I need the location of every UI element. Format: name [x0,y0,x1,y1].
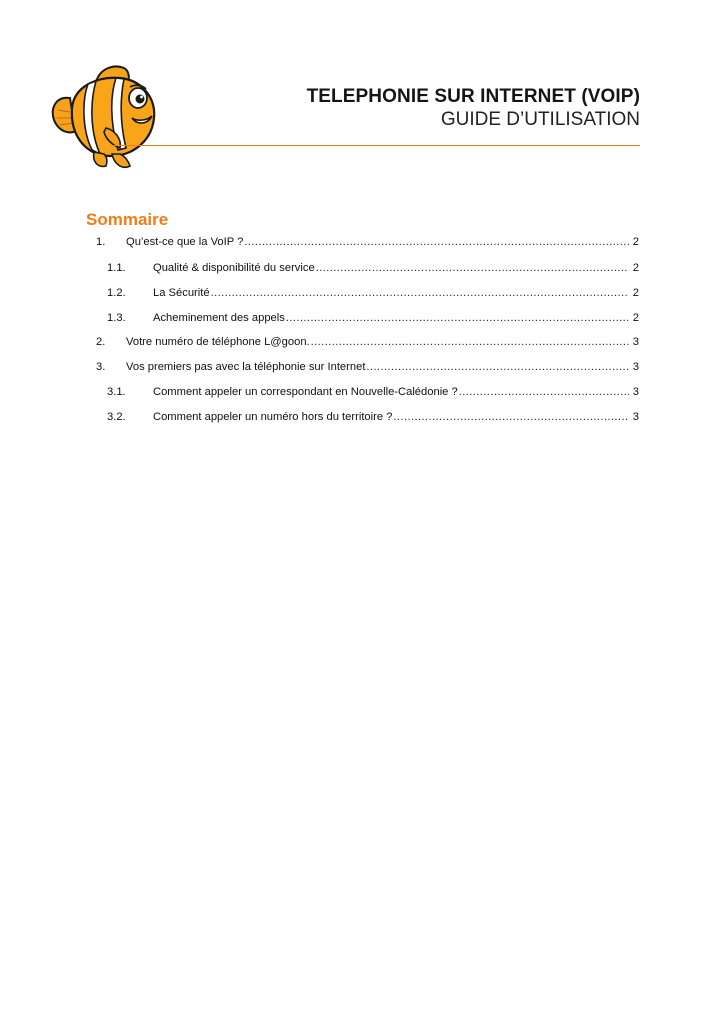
toc-entry-number: 3.2. [107,411,126,423]
toc-dot-leader [211,287,629,299]
toc-dot-leader [459,386,629,398]
toc-entry-title: Comment appeler un correspondant en Nouvelle-Calédonie ? [153,386,458,398]
toc-entry-page: 3 [632,336,639,348]
toc-dot-leader [244,236,628,248]
toc-entry-number: 2. [96,336,106,348]
toc-dot-leader [366,361,628,373]
toc-entry-number: 3. [96,361,106,373]
toc-entry-title: Comment appeler un numéro hors du territoire ? [153,411,393,423]
toc-entry-page: 3 [632,386,639,398]
toc-entry-page: 2 [632,262,639,274]
toc-entry-number: 1.2. [107,287,126,299]
toc-entry-number: 1. [96,236,106,248]
toc-entry-title: Qualité & disponibilité du service [153,262,315,274]
toc-entry[interactable] [86,361,639,377]
toc-entry-title: Vos premiers pas avec la téléphonie sur Internet [126,361,366,373]
toc-entry-page: 2 [632,287,639,299]
document-title: TELEPHONIE SUR INTERNET (VOIP) [306,86,640,107]
toc-dot-leader [286,312,629,324]
toc-entry-page: 2 [632,312,639,324]
toc-entry[interactable] [86,336,639,352]
toc-entry[interactable] [86,236,639,252]
toc-entry-number: 1.3. [107,312,126,324]
toc-entry-page: 2 [632,236,639,248]
document-title-block [307,86,640,131]
toc-entry-number: 3.1. [107,386,126,398]
toc-entry-title: La Sécurité [153,287,210,299]
toc-entry-page: 3 [632,411,639,423]
toc-entry-title: Qu’est-ce que la VoIP ? [126,236,244,248]
toc-entry[interactable] [86,262,639,278]
toc-entry-title: Votre numéro de téléphone L@goon. [126,336,310,348]
document-subtitle: GUIDE D’UTILISATION [440,109,640,131]
toc-heading: Sommaire [86,210,169,229]
clownfish-logo-icon [48,60,163,175]
toc-entry[interactable] [86,312,639,328]
toc-entry-title: Acheminement des appels [153,312,285,324]
toc-dot-leader [316,262,629,274]
header-divider [112,145,640,146]
toc-dot-leader [393,411,628,423]
toc-entry[interactable] [86,287,639,303]
toc-entry-page: 3 [632,361,639,373]
toc-entry[interactable] [86,411,639,427]
toc-dot-leader [311,336,629,348]
toc-entry-number: 1.1. [107,262,126,274]
toc-entry[interactable] [86,386,639,402]
